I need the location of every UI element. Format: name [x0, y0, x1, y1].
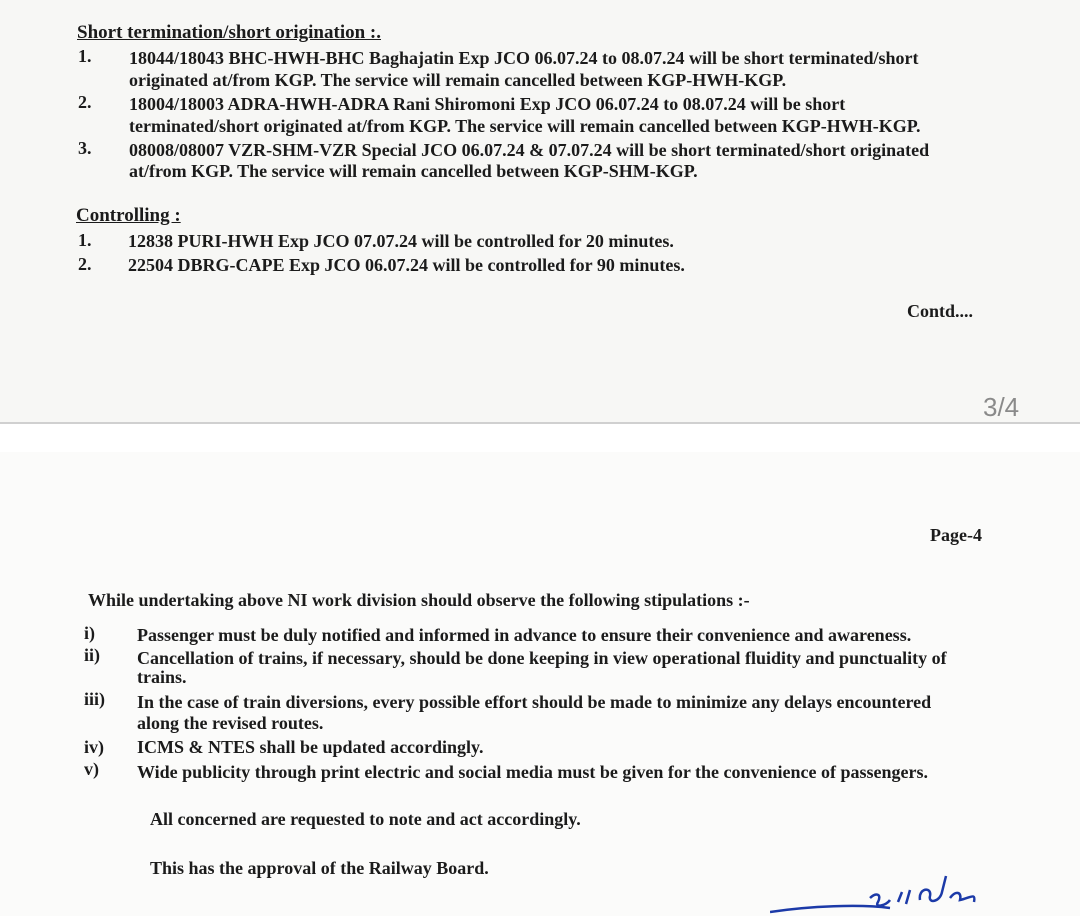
short-item-line: 08008/08007 VZR-SHM-VZR Special JCO 06.07.24 & 07.07.24 will be short terminated/short originated — [129, 140, 930, 160]
stipulation-number: ii) — [84, 645, 100, 665]
controlling-item-text: 12838 PURI-HWH Exp JCO 07.07.24 will be controlled for 20 minutes. — [128, 231, 674, 251]
short-item-line: 18004/18003 ADRA-HWH-ADRA Rani Shiromoni Exp JCO 06.07.24 to 08.07.24 will be short — [129, 94, 846, 114]
controlling-item-text: 22504 DBRG-CAPE Exp JCO 06.07.24 will be controlled for 90 minutes. — [128, 255, 685, 275]
controlling-item-number: 1. — [78, 230, 92, 250]
stipulation-line: trains. — [137, 667, 187, 687]
short-item-line: originated at/from KGP. The service will remain cancelled between KGP-HWH-KGP. — [129, 70, 787, 90]
stipulation-number: i) — [84, 623, 95, 643]
short-item-number: 3. — [78, 138, 92, 158]
note-text: All concerned are requested to note and act accordingly. — [150, 809, 581, 829]
short-item-number: 2. — [78, 92, 92, 112]
stipulation-line: along the revised routes. — [137, 713, 324, 733]
short-item-line: 18044/18043 BHC-HWH-BHC Baghajatin Exp JCO 06.07.24 to 08.07.24 will be short terminated/short — [129, 48, 919, 68]
stipulation-line: Passenger must be duly notified and informed in advance to ensure their convenience and awareness. — [137, 625, 912, 645]
page-separator — [0, 422, 1080, 454]
stipulation-line: Cancellation of trains, if necessary, should be done keeping in view operational fluidity and punctuality of — [137, 648, 947, 668]
controlling-heading: Controlling : — [76, 205, 181, 226]
short-item-line: at/from KGP. The service will remain cancelled between KGP-SHM-KGP. — [129, 161, 698, 181]
stipulations-intro: While undertaking above NI work division should observe the following stipulations :- — [88, 590, 750, 610]
page-counter: 3/4 — [983, 392, 1020, 422]
stipulation-number: iv) — [84, 737, 104, 757]
stipulation-line: Wide publicity through print electric and social media must be given for the convenience of passengers. — [137, 762, 928, 782]
signature-image — [770, 862, 990, 916]
document-page-3 — [0, 0, 1080, 422]
approval-text: This has the approval of the Railway Board. — [150, 858, 489, 878]
short-item-number: 1. — [78, 46, 92, 66]
stipulation-line: ICMS & NTES shall be updated accordingly. — [137, 737, 484, 757]
stipulation-line: In the case of train diversions, every possible effort should be made to minimize any delays encountered — [137, 692, 932, 712]
short-item-line: terminated/short originated at/from KGP. The service will remain cancelled between KGP-HWH-KGP. — [129, 116, 921, 136]
document-page-4 — [0, 452, 1080, 916]
short-termination-heading: Short termination/short origination :. — [77, 22, 381, 43]
page-label: Page-4 — [930, 525, 982, 545]
controlling-item-number: 2. — [78, 254, 92, 274]
stipulation-number: v) — [84, 759, 99, 779]
contd-label: Contd.... — [907, 301, 974, 321]
stipulation-number: iii) — [84, 689, 105, 709]
